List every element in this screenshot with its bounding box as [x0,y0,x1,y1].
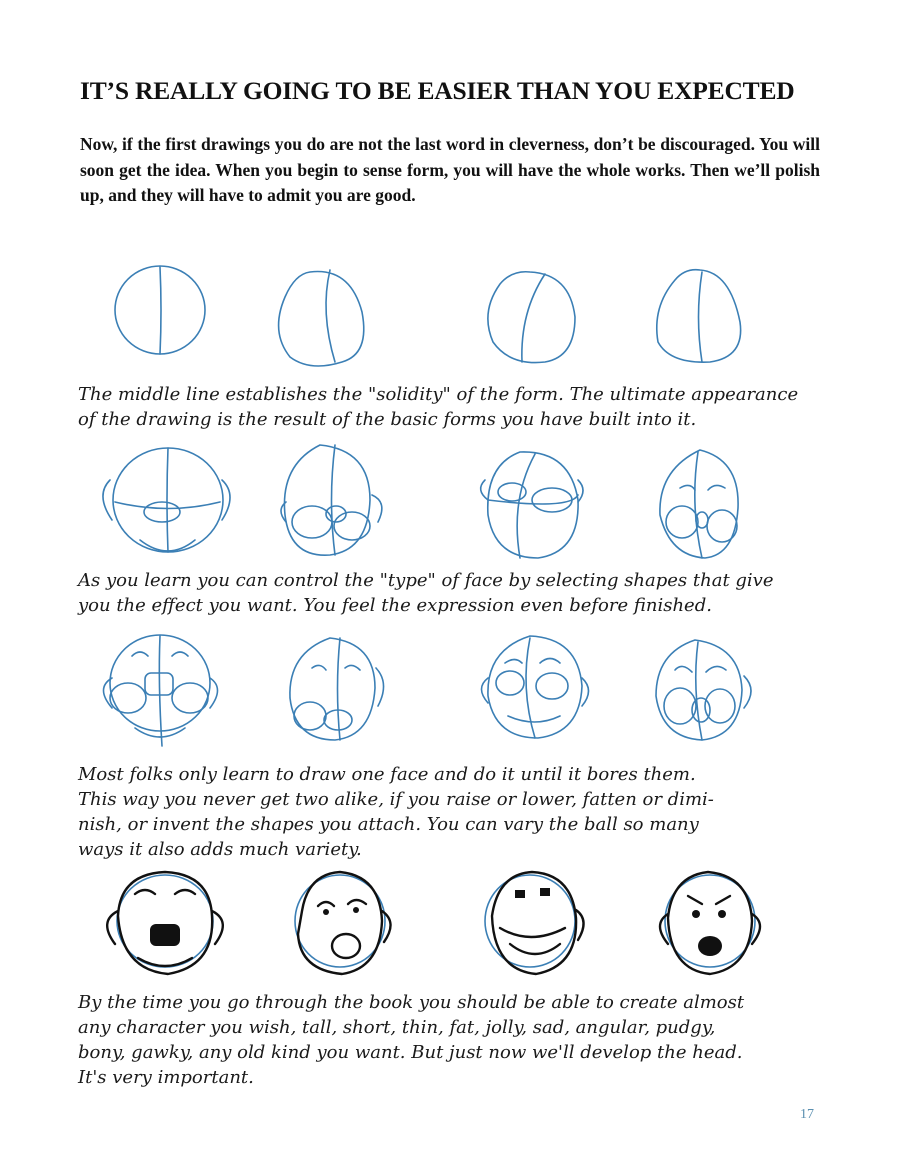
face-sketch-7 [482,636,589,738]
ball-sketch-1 [115,266,205,354]
inked-head-1 [107,872,223,974]
face-sketch-1 [103,448,230,552]
ball-sketch-4 [657,270,741,362]
caption-line: It's very important. [78,1067,254,1088]
finished-heads-row [90,866,810,986]
inked-head-3 [485,872,584,974]
face-sketch-8 [656,640,751,740]
caption-develop-the-head [78,990,838,1090]
face-sketch-2 [281,445,382,555]
caption-line: ways it also adds much variety. [78,839,362,860]
caption-line: any character you wish, tall, short, thin, fat, jolly, sad, angular, pudgy, [78,1017,716,1038]
caption-line: This way you never get two alike, if you raise or lower, fatten or dimi- [78,789,714,810]
intro-paragraph: Now, if the first drawings you do are not the last word in cleverness, don’t be discouraged. You will soon get the idea. When you begin to sense form, you will have the whole works. Then we’ll polish up, and they will have to admit you are good. [80,134,820,205]
caption-line: nish, or invent the shapes you attach. You can vary the ball so many [78,814,699,835]
ball-sketch-3 [488,272,575,363]
caption-line: By the time you go through the book you should be able to create almost [78,992,745,1013]
caption-solidity [78,382,838,432]
face-sketch-5 [104,635,218,746]
caption-line: of the drawing is the result of the basic forms you have built into it. [78,409,697,430]
developed-faces-row [90,628,810,748]
caption-line: bony, gawky, any old kind you want. But just now we'll develop the head. [78,1042,743,1063]
inked-head-4 [660,872,760,974]
ball-shapes-row [90,262,810,382]
ball-sketch-2 [279,270,364,366]
face-shapes-row [90,440,810,560]
caption-variety [78,762,838,862]
caption-line: you the effect you want. You feel the expression even before finished. [78,595,712,616]
caption-line: The middle line establishes the "solidity" of the form. The ultimate appearance [78,384,799,405]
caption-type-of-face [78,568,838,618]
caption-line: As you learn you can control the "type" of face by selecting shapes that give [78,570,774,591]
face-sketch-6 [290,638,384,740]
face-sketch-4 [660,450,738,558]
page-title: IT’S REALLY GOING TO BE EASIER THAN YOU EXPECTED [80,76,795,105]
page-number: 17 [800,1107,814,1122]
inked-head-2 [295,872,391,974]
caption-line: Most folks only learn to draw one face and do it until it bores them. [78,764,696,785]
face-sketch-3 [481,452,583,558]
